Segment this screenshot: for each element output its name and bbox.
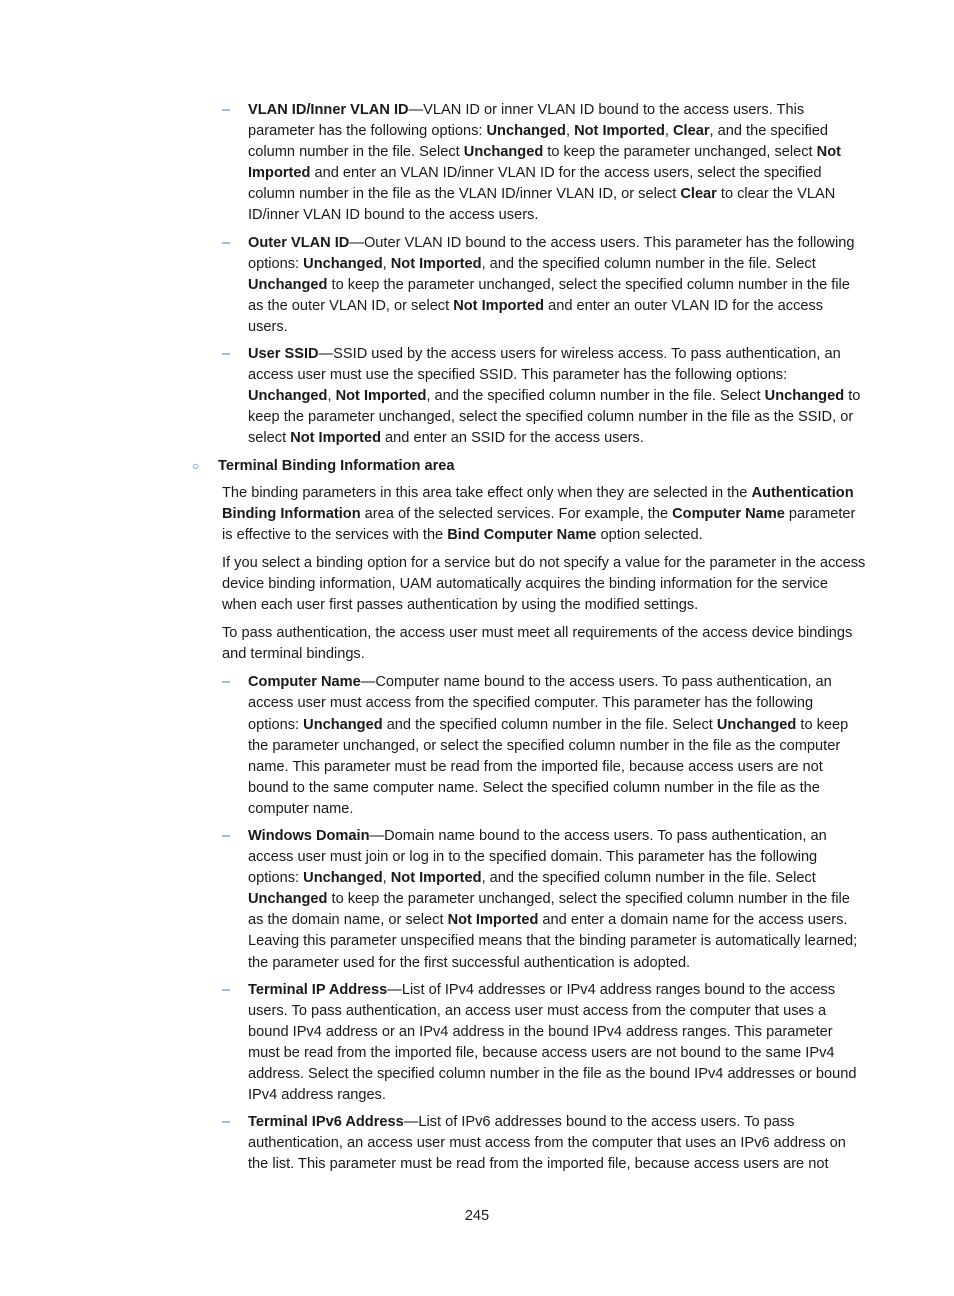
bold-term: Unchanged: [248, 276, 328, 293]
bold-term: Unchanged: [716, 716, 797, 733]
text-run: ,: [382, 870, 391, 887]
text-run: to keep the parameter unchanged, select: [543, 144, 817, 161]
bold-term: Terminal IP Address: [248, 981, 388, 998]
text-run: —Computer name bound to the access users. To pass authentication, an access user must access from the specified computer. This parameter has the following options:: [248, 674, 832, 733]
text-run: , and the specified column number in the file. Select: [426, 388, 765, 405]
bold-term: Clear: [680, 186, 717, 203]
page-number: 245: [464, 1208, 490, 1224]
dash-bullet-icon: –: [222, 346, 231, 363]
bold-term: Unchanged: [248, 388, 328, 405]
circle-bullet-icon: ○: [192, 458, 200, 473]
text-run: The binding parameters in this area take effect only when they are selected in the: [222, 484, 752, 501]
user-ssid-item: [222, 344, 866, 449]
text-run: —VLAN ID or inner VLAN ID bound to the access users. This parameter has the following options:: [248, 102, 805, 140]
bold-term: Unchanged: [303, 255, 383, 272]
vlan-id-item: [222, 100, 866, 227]
dash-bullet-icon: –: [222, 1114, 231, 1131]
dash-bullet-icon: –: [222, 234, 231, 251]
bold-term: Not Imported: [248, 144, 841, 182]
text-run: ,: [382, 255, 391, 272]
section-heading: [192, 456, 868, 477]
bold-term: User SSID: [248, 346, 319, 363]
windows-domain-item: [222, 826, 866, 974]
text-run: ,: [664, 123, 674, 140]
terminal-ip-item: [222, 980, 866, 1107]
text-run: option selected.: [596, 526, 703, 543]
bold-term: Unchanged: [248, 891, 328, 908]
text-run: to keep the parameter unchanged, select the specified column number in the file as the outer VLAN ID, or select: [248, 276, 850, 314]
bold-term: Not Imported: [390, 255, 482, 272]
bold-term: Computer Name: [672, 505, 785, 522]
bold-term: Not Imported: [335, 388, 427, 405]
bold-term: Not Imported: [390, 870, 482, 887]
text-run: and enter a domain name for the access users. Leaving this parameter unspecified means that the binding parameter is automatically learned; the parameter used for the first successful authentication is adopted.: [248, 912, 858, 971]
bottom-dash-list: [0, 672, 954, 1175]
bold-term: VLAN ID/Inner VLAN ID: [248, 102, 409, 118]
bold-term: Unchanged: [486, 123, 566, 140]
top-dash-list: [0, 100, 954, 450]
text-run: area of the selected services. For example, the: [360, 505, 673, 522]
bold-term: Unchanged: [303, 716, 383, 733]
text-run: to clear the VLAN ID/inner VLAN ID bound to the access users.: [248, 186, 836, 224]
dash-bullet-icon: –: [222, 981, 231, 998]
section-paragraphs: [0, 483, 954, 666]
bold-term: Not Imported: [447, 912, 539, 929]
text-run: —Outer VLAN ID bound to the access users. This parameter has the following options:: [248, 234, 855, 272]
computer-name-item: [222, 672, 866, 820]
text-run: If you select a binding option for a service but do not specify a value for the parameter in the access device binding information, UAM automatically acquires the binding information for the service when each user first passes authentication by using the modified settings.: [222, 554, 866, 614]
text-run: To pass authentication, the access user must meet all requirements of the access device bindings and terminal bindings.: [222, 625, 853, 663]
text-run: ,: [565, 123, 575, 140]
bold-term: Computer Name: [248, 674, 361, 691]
bold-term: Windows Domain: [248, 828, 370, 844]
text-run: , and the specified column number in the file. Select: [481, 255, 816, 272]
dash-bullet-icon: –: [222, 828, 231, 844]
dash-bullet-icon: –: [222, 102, 231, 118]
requirements-paragraph: [222, 623, 866, 665]
text-run: to keep the parameter unchanged, select the specified column number in the file as the SSID, or select: [248, 388, 861, 447]
page-content: [0, 100, 954, 1182]
binding-intro-paragraph: [222, 483, 866, 546]
bold-term: Not Imported: [290, 430, 381, 447]
auto-acquire-paragraph: [222, 553, 866, 616]
bold-term: Terminal IPv6 Address: [248, 1114, 404, 1131]
text-run: —SSID used by the access users for wireless access. To pass authentication, an access user must use the specified SSID. This parameter has the following options:: [248, 346, 841, 384]
bold-term: Not Imported: [574, 123, 665, 140]
text-run: —List of IPv6 addresses bound to the access users. To pass authentication, an access user must access from the computer that uses an IPv6 address on the list. This parameter must be read from the imported file, because access users are not: [248, 1114, 846, 1173]
text-run: parameter is effective to the services with the: [222, 505, 856, 543]
text-run: , and the specified column number in the file. Select: [481, 870, 816, 887]
text-run: and the specified column number in the file. Select: [382, 716, 717, 733]
text-run: to keep the parameter unchanged, or select the specified column number in the file as the computer name. This parameter must be read from the imported file, because access users are not bound to the same computer name. Select the specified column number in the file as the computer name.: [248, 716, 849, 817]
bold-term: Unchanged: [463, 144, 544, 161]
terminal-ipv6-item: [222, 1112, 866, 1175]
text-run: and enter an outer VLAN ID for the access users.: [248, 297, 824, 335]
outer-vlan-id-item: [222, 233, 866, 338]
bold-term: Clear: [673, 123, 710, 140]
text-run: —Domain name bound to the access users. To pass authentication, an access user must join or log in to the specified domain. This parameter has the following options:: [248, 828, 827, 887]
text-run: and enter an SSID for the access users.: [381, 430, 644, 447]
bold-term: Authentication Binding Information: [222, 484, 854, 522]
text-run: , and the specified column number in the file. Select: [248, 123, 828, 161]
text-run: to keep the parameter unchanged, select the specified column number in the file as the domain name, or select: [248, 891, 850, 929]
bold-term: Outer VLAN ID: [248, 234, 350, 251]
text-run: and enter an VLAN ID/inner VLAN ID for the access users, select the specified column number in the file as the VLAN ID/inner VLAN ID, or select: [248, 165, 822, 203]
section-title: Terminal Binding Information area: [218, 457, 455, 474]
bold-term: Bind Computer Name: [447, 526, 597, 543]
bold-term: Not Imported: [453, 297, 545, 314]
text-run: —List of IPv4 addresses or IPv4 address ranges bound to the access users. To pass authentication, an access user must access from the computer that uses a bound IPv4 address or an IPv4 address in the bound IPv4 address ranges. This parameter must be read from the imported file, because access users are not bound to the same IPv4 address. Select the specified column number in the file as the bound IPv4 addresses or bound IPv4 address ranges.: [248, 981, 857, 1104]
bold-term: Unchanged: [764, 388, 845, 405]
text-run: ,: [327, 388, 336, 405]
dash-bullet-icon: –: [222, 674, 231, 691]
bold-term: Unchanged: [303, 870, 383, 887]
